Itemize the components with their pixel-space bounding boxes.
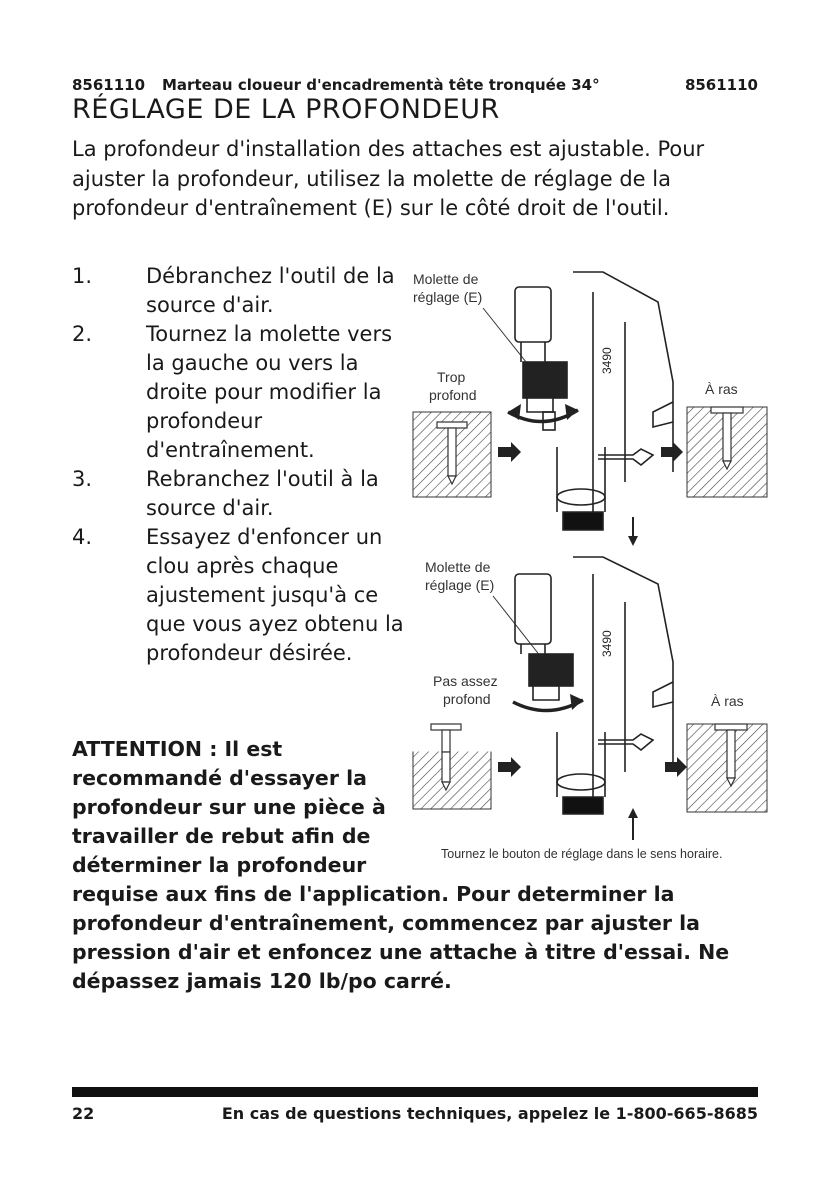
footer-rule [72, 1087, 758, 1097]
top-left-arrow [498, 442, 521, 462]
top-right-arrow [661, 442, 683, 462]
bottom-left-label-1: Pas assez [433, 673, 498, 689]
section-title: RÉGLAGE DE LA PROFONDEUR [72, 94, 500, 125]
bottom-left-nail-block [413, 724, 491, 809]
product-name: Marteau cloueur d'encadrementà tête tronquée 34° [162, 76, 600, 94]
step-number: 1. [72, 264, 93, 288]
intro-paragraph: La profondeur d'installation des attaches est ajustable. Pour ajuster la profondeur, utilisez la molette de réglage de la profondeur d'entraînement (E) sur le côté droit de l'outil. [72, 137, 705, 220]
step-item [72, 523, 410, 668]
steps-list [72, 262, 410, 668]
illustration-svg [403, 262, 771, 872]
bottom-left-arrow [498, 757, 521, 777]
top-part-number: 3490 [600, 347, 614, 374]
figure-caption: Tournez le bouton de réglage dans le sens horaire. [441, 847, 723, 861]
top-right-nail-block [687, 407, 767, 497]
bottom-up-arrowhead [628, 808, 638, 818]
bottom-right-nail-block [687, 724, 767, 812]
warning-continuation: requise aux fins de l'application. Pour determiner la profondeur d'entraînement, commencez par ajuster la pression d'air et enfoncez une attache à titre d'essai. Ne dépassez jamais 120 lb/po carré. [72, 882, 730, 993]
top-left-label-2: profond [429, 387, 477, 403]
warning-line: déterminer la profondeur [72, 853, 367, 877]
top-tool-body [515, 272, 673, 530]
bottom-dial-label-2: réglage (E) [425, 577, 495, 593]
warning-line: ATTENTION : Il est [72, 737, 283, 761]
step-text: Tournez la molette vers la gauche ou vers la droite pour modifier la profondeur d'entraînement. [146, 322, 393, 462]
bottom-dial-label-1: Molette de [425, 559, 491, 575]
top-panel [413, 271, 767, 546]
bottom-right-label: À ras [711, 693, 744, 709]
step-number: 2. [72, 322, 93, 346]
step-number: 4. [72, 525, 93, 549]
model-number-right: 8561110 [684, 76, 758, 94]
step-text: Rebranchez l'outil à la source d'air. [146, 467, 379, 520]
step-item [72, 262, 410, 320]
model-number-left: 8561110 [72, 76, 146, 94]
step-text: Débranchez l'outil de la source d'air. [146, 264, 395, 317]
page-number: 22 [72, 1104, 95, 1123]
top-left-label-1: Trop [437, 369, 466, 385]
top-down-arrowhead [628, 536, 638, 546]
top-left-nail-block [413, 412, 491, 497]
step-item [72, 465, 410, 523]
step-item [72, 320, 410, 465]
top-rotate-arrowhead [508, 404, 521, 420]
bottom-tool-body [515, 557, 673, 814]
top-dial-label-2: réglage (E) [413, 289, 483, 305]
step-text: Essayez d'enfoncer un clou après chaque ajustement jusqu'à ce que vous ayez obtenu la profondeur désirée. [146, 525, 404, 665]
bottom-part-number: 3490 [600, 630, 614, 657]
bottom-left-label-2: profond [443, 691, 491, 707]
top-dial-label-1: Molette de [413, 271, 479, 287]
depth-adjust-illustration [403, 262, 771, 872]
support-phone-line: En cas de questions techniques, appelez le 1-800-665-8685 [221, 1104, 758, 1123]
warning-line: travailler de rebut afin de [72, 824, 371, 848]
top-right-label: À ras [705, 381, 738, 397]
warning-line: profondeur sur une pièce à [72, 795, 386, 819]
bottom-panel [413, 557, 767, 861]
step-number: 3. [72, 467, 93, 491]
bottom-right-arrow [665, 757, 687, 777]
bottom-leader-line [493, 596, 541, 657]
warning-line: recommandé d'essayer la [72, 766, 367, 790]
